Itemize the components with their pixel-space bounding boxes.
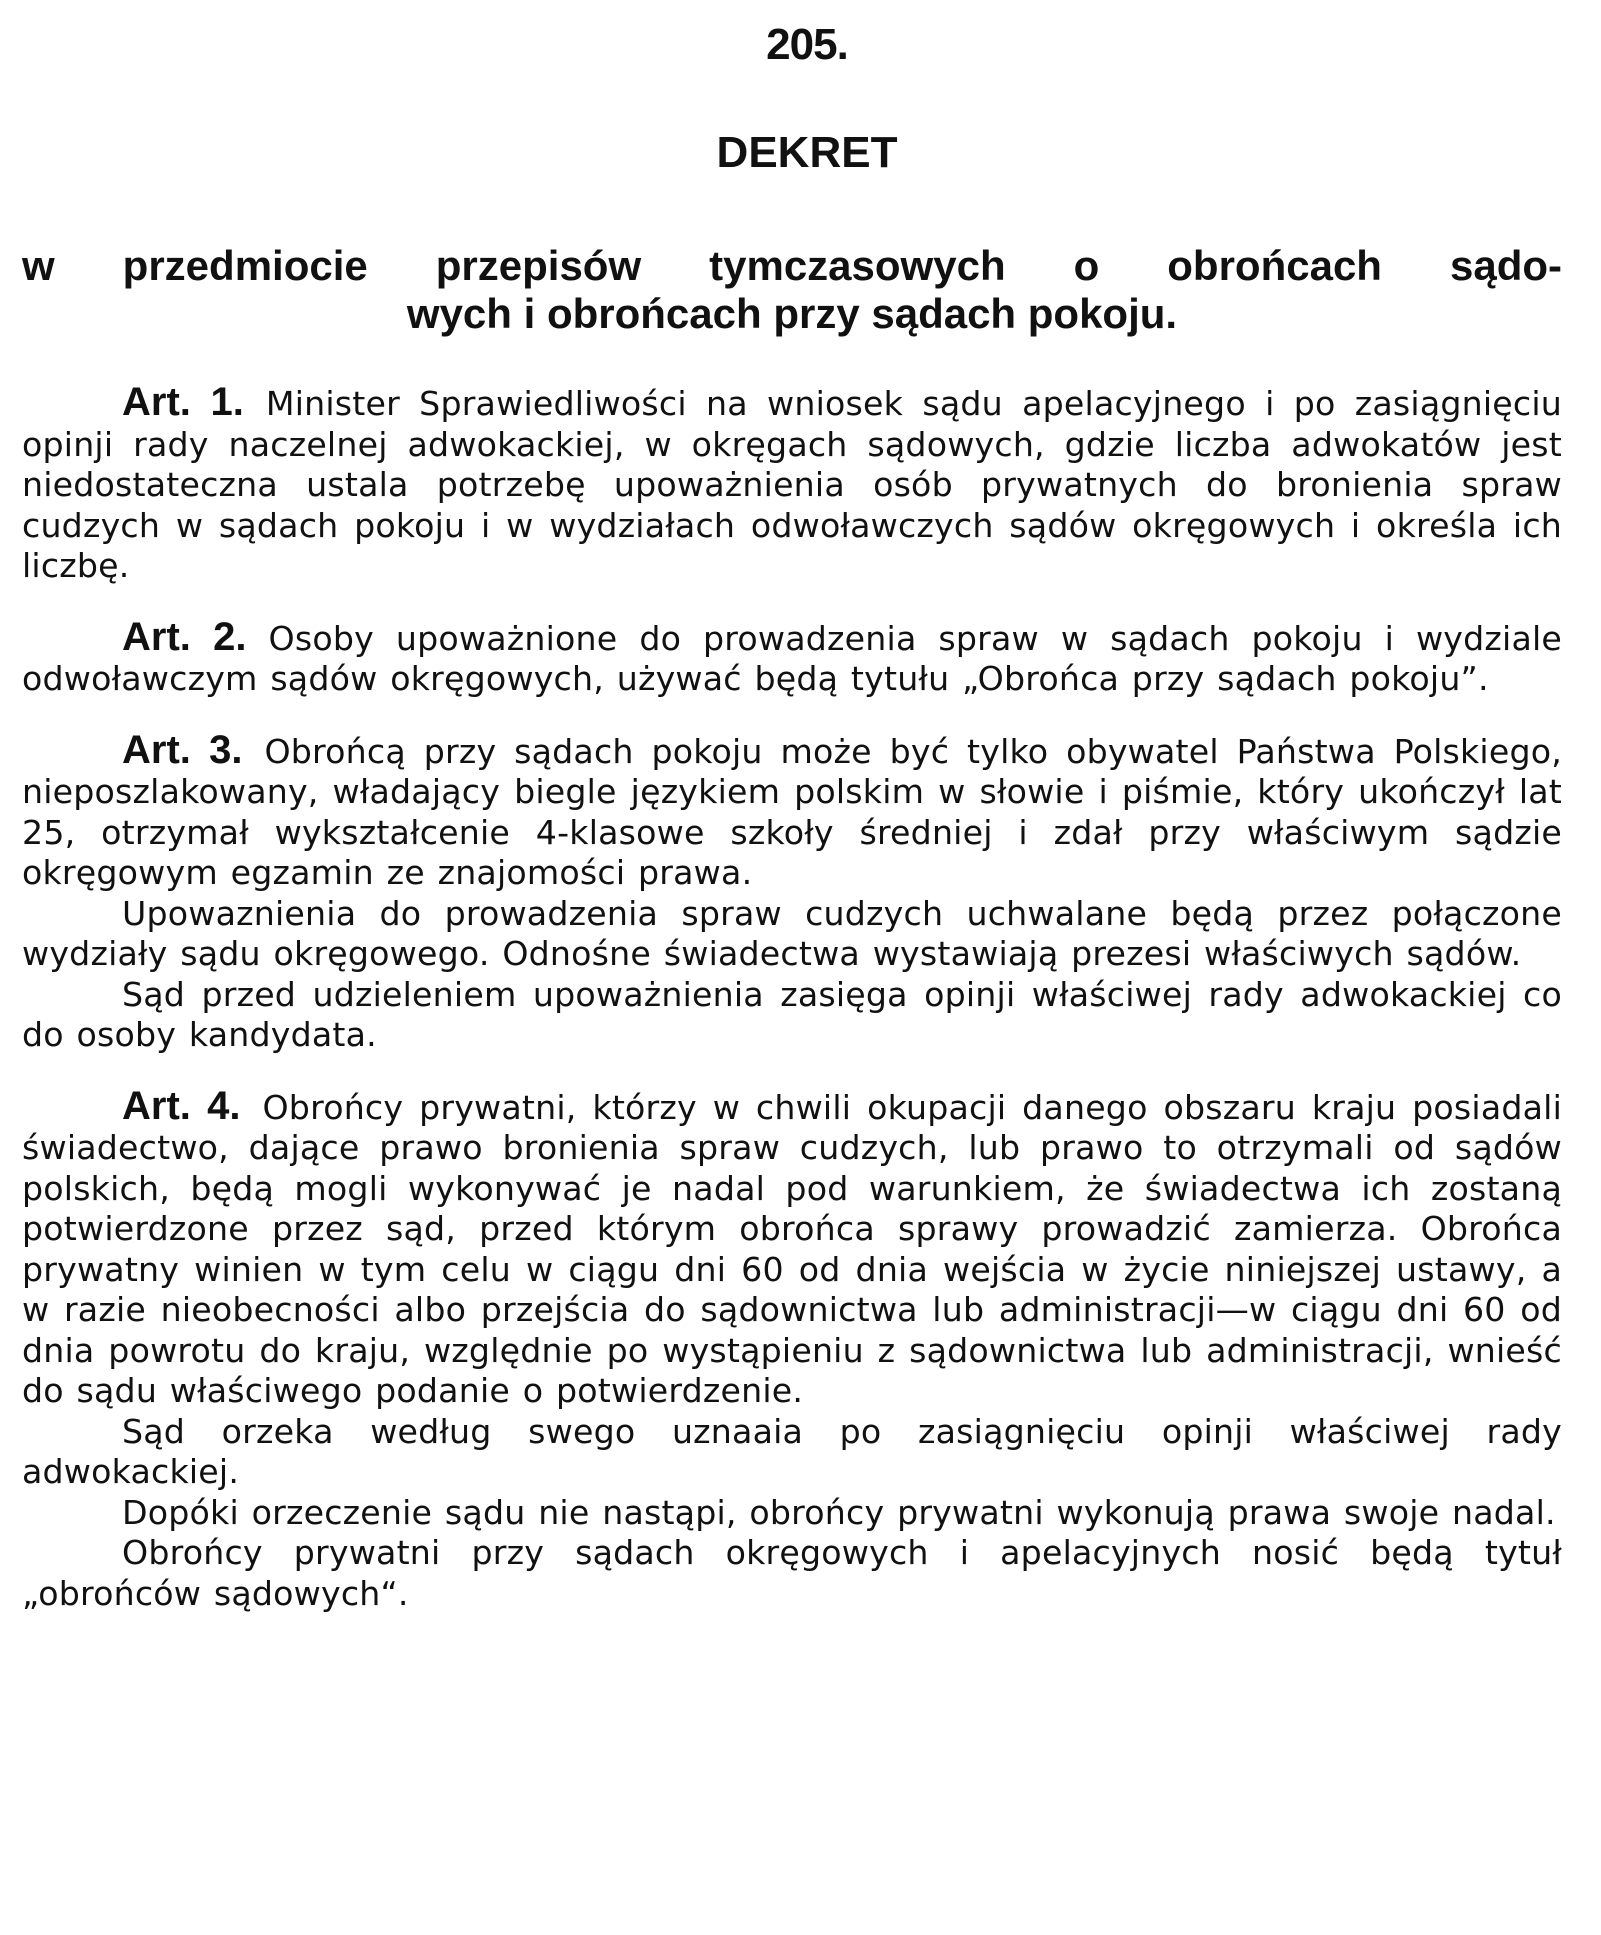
article-text: Minister Sprawiedliwości na wniosek sądu apelacyjnego i po zasiągnięciu opinji rady naczelnej adwokackiej, w okręgach sądowych, gdzie liczba adwokatów jest niedostateczna ustala potrzebę upoważnienia osób prywatnych do bronienia spraw cudzych w sądach pokoju i w wydziałach odwoławczych sądów okręgowych i określa ich liczbę.	[22, 384, 1562, 585]
article-text: Osoby upoważnione do prowadzenia spraw w sądach pokoju i wydziale odwoławczym sądów okręgowych, używać będą tytułu „Obrońca przy sądach pokoju”.	[22, 618, 1563, 698]
articles-list	[22, 382, 1562, 1614]
article-4-paragraph: Sąd orzeka według swego uznaaia po zasiągnięciu opinji właściwej rady adwokackiej.	[22, 1411, 1562, 1491]
document-page	[22, 14, 1562, 1644]
subtitle-line-1: w przedmiocie przepisów tymczasowych o obrońcach sądo-	[22, 242, 1562, 289]
article-text: Obrońcy prywatni, którzy w chwili okupacji danego obszaru kraju posiadali świadectwo, dające prawo bronienia spraw cudzych, lub prawo to otrzymali od sądów polskich, będą mogli wykonywać je nadal pod warunkiem, że świadectwa ich zostaną potwierdzone przez sąd, przed którym obrońca sprawy prowadzić zamierza. Obrońca prywatny winien w tym celu w ciągu dni 60 od dnia wejścia w życie niniejszej ustawy, a w razie nieobecności albo przejścia do sądownictwa lub administracji—w ciągu dni 60 od dnia powrotu do kraju, względnie po wystąpieniu z sądownictwa lub administracji, wnieść do sądu właściwego podanie o potwierdzenie.	[22, 1087, 1562, 1410]
article-1-paragraph	[22, 382, 1562, 587]
article-2	[22, 614, 1563, 700]
article-3-paragraph: Upowaznienia do prowadzenia spraw cudzych uchwalane będą przez połączone wydziały sądu okręgowego. Odnośne świadectwa wystawiają prezesi właściwych sądów.	[22, 893, 1562, 973]
document-subtitle	[22, 242, 1562, 338]
article-label: Art. 4.	[122, 1083, 241, 1128]
article-4-paragraph: Obrońcy prywatni przy sądach okręgowych i apelacyjnych nosić będą tytuł „obrońców sądowych“.	[22, 1533, 1562, 1613]
article-label: Art. 1.	[122, 380, 244, 424]
article-1	[22, 382, 1562, 587]
article-label: Art. 3.	[122, 727, 243, 772]
document-heading: DEKRET	[716, 128, 898, 177]
article-label: Art. 2.	[122, 614, 247, 659]
article-3-paragraph: Sąd przed udzieleniem upoważnienia zasięga opinji właściwej rady adwokackiej co do osoby kandydata.	[22, 974, 1562, 1054]
article-2-paragraph	[22, 614, 1563, 700]
article-3	[22, 727, 1562, 1056]
article-3-paragraph	[22, 727, 1562, 894]
article-text: Obrońcą przy sądach pokoju może być tylko obywatel Państwa Polskiego, nieposzlakowany, władający biegle językiem polskim w słowie i piśmie, który ukończył lat 25, otrzymał wykształcenie 4-klasowe szkoły średniej i zdał przy właściwym sądzie okręgowym egzamin ze znajomości prawa.	[22, 731, 1562, 892]
subtitle-line-2: wych i obrońcach przy sądach pokoju.	[406, 290, 1178, 337]
article-4-paragraph: Dopóki orzeczenie sądu nie nastąpi, obrońcy prywatni wykonują prawa swoje nadal.	[122, 1492, 1556, 1532]
article-4	[22, 1083, 1562, 1615]
document-number: 205.	[766, 20, 848, 69]
article-4-paragraph	[22, 1083, 1562, 1412]
